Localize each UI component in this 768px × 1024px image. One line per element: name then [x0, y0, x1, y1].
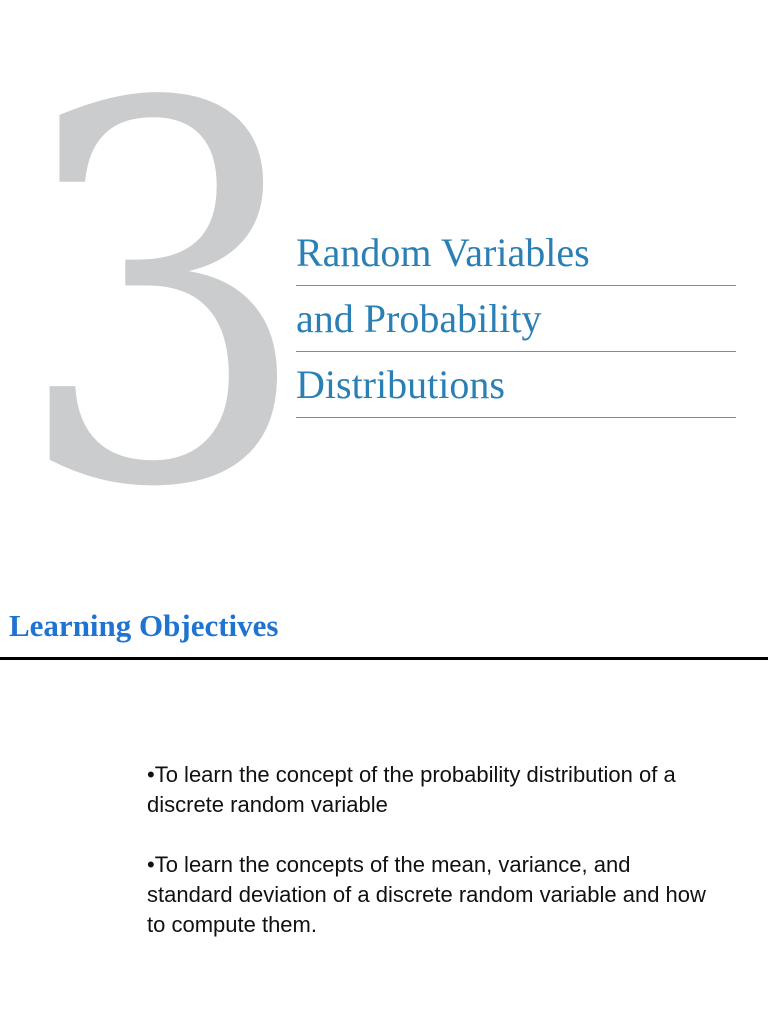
section-heading: Learning Objectives: [9, 608, 279, 643]
objectives-list: [147, 760, 707, 970]
chapter-title-line-1: Random Variables: [296, 220, 736, 286]
objective-item: •To learn the concept of the probability distribution of a discrete random variable: [147, 762, 676, 817]
chapter-title-line-2: and Probability: [296, 286, 736, 352]
chapter-title: [296, 220, 736, 418]
heading-divider: [0, 657, 768, 660]
objective-item: •To learn the concepts of the mean, variance, and standard deviation of a discrete random variable and how to compute them.: [147, 852, 706, 937]
chapter-number: 3: [14, 0, 312, 601]
chapter-title-line-3: Distributions: [296, 352, 736, 418]
